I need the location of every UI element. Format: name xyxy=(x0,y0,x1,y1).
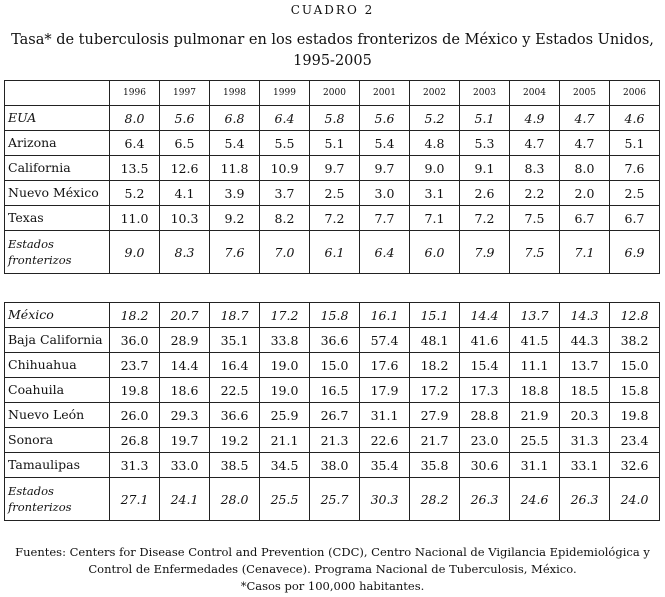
rate-cell: 17.2 xyxy=(260,303,310,328)
rate-cell: 21.1 xyxy=(260,428,310,453)
rate-cell: 10.9 xyxy=(260,156,310,181)
rate-cell: 15.0 xyxy=(610,353,660,378)
rate-cell: 4.1 xyxy=(160,181,210,206)
rate-cell: 25.5 xyxy=(260,478,310,521)
rate-cell: 2.5 xyxy=(610,181,660,206)
rate-cell: 5.8 xyxy=(310,106,360,131)
row-label: Sonora xyxy=(5,428,110,453)
rate-cell: 24.1 xyxy=(160,478,210,521)
mx-state-row xyxy=(5,303,660,328)
us-state-row xyxy=(5,206,660,231)
rate-cell: 23.4 xyxy=(610,428,660,453)
rate-cell: 2.0 xyxy=(560,181,610,206)
row-label: Chihuahua xyxy=(5,353,110,378)
table-number: CUADRO 2 xyxy=(290,3,375,17)
rate-cell: 6.7 xyxy=(560,206,610,231)
rate-cell: 13.7 xyxy=(510,303,560,328)
rate-cell: 17.6 xyxy=(360,353,410,378)
rate-cell: 7.2 xyxy=(460,206,510,231)
rate-cell: 5.2 xyxy=(410,106,460,131)
rate-cell: 41.5 xyxy=(510,328,560,353)
row-label: Arizona xyxy=(5,131,110,156)
rate-cell: 5.5 xyxy=(260,131,310,156)
rate-cell: 28.2 xyxy=(410,478,460,521)
year-header-cell: 1999 xyxy=(260,81,310,106)
rate-cell: 9.7 xyxy=(360,156,410,181)
rate-cell: 34.5 xyxy=(260,453,310,478)
rate-cell: 11.8 xyxy=(210,156,260,181)
mx-state-row xyxy=(5,353,660,378)
rate-cell: 35.1 xyxy=(210,328,260,353)
rate-cell: 14.4 xyxy=(460,303,510,328)
year-header-cell: 2006 xyxy=(610,81,660,106)
rate-cell: 21.9 xyxy=(510,403,560,428)
row-label: Estados fronterizos xyxy=(5,231,110,274)
rate-cell: 12.6 xyxy=(160,156,210,181)
rate-cell: 36.0 xyxy=(110,328,160,353)
separator-cell xyxy=(5,274,660,303)
rate-cell: 8.3 xyxy=(160,231,210,274)
rate-cell: 17.9 xyxy=(360,378,410,403)
mx-state-row xyxy=(5,403,660,428)
rate-cell: 30.6 xyxy=(460,453,510,478)
rate-cell: 26.3 xyxy=(460,478,510,521)
rate-cell: 18.8 xyxy=(510,378,560,403)
rate-cell: 25.9 xyxy=(260,403,310,428)
rate-cell: 3.7 xyxy=(260,181,310,206)
rate-cell: 7.9 xyxy=(460,231,510,274)
rate-cell: 15.4 xyxy=(460,353,510,378)
rate-cell: 8.3 xyxy=(510,156,560,181)
year-header-cell: 2002 xyxy=(410,81,460,106)
rate-cell: 6.4 xyxy=(110,131,160,156)
rate-cell: 9.0 xyxy=(410,156,460,181)
rate-cell: 9.1 xyxy=(460,156,510,181)
rate-cell: 31.3 xyxy=(110,453,160,478)
rate-cell: 26.3 xyxy=(560,478,610,521)
rate-cell: 28.8 xyxy=(460,403,510,428)
rate-cell: 7.1 xyxy=(410,206,460,231)
rate-cell: 27.1 xyxy=(110,478,160,521)
source-line-2: Control de Enfermedades (Cenavece). Programa Nacional de Tuberculosis, México. xyxy=(88,562,577,576)
rate-cell: 5.1 xyxy=(310,131,360,156)
row-label: Nuevo México xyxy=(5,181,110,206)
year-header-cell: 1996 xyxy=(110,81,160,106)
rate-cell: 23.0 xyxy=(460,428,510,453)
rate-cell: 6.9 xyxy=(610,231,660,274)
rate-cell: 2.5 xyxy=(310,181,360,206)
rate-cell: 7.5 xyxy=(510,231,560,274)
rate-cell: 16.4 xyxy=(210,353,260,378)
rate-cell: 5.3 xyxy=(460,131,510,156)
rate-cell: 18.2 xyxy=(110,303,160,328)
rate-cell: 7.0 xyxy=(260,231,310,274)
rate-cell: 23.7 xyxy=(110,353,160,378)
rate-cell: 18.7 xyxy=(210,303,260,328)
rate-cell: 24.6 xyxy=(510,478,560,521)
year-header-cell: 1998 xyxy=(210,81,260,106)
rate-cell: 38.0 xyxy=(310,453,360,478)
rate-cell: 22.5 xyxy=(210,378,260,403)
tuberculosis-rate-table xyxy=(4,80,660,521)
rate-cell: 25.5 xyxy=(510,428,560,453)
rate-cell: 13.7 xyxy=(560,353,610,378)
rate-cell: 36.6 xyxy=(310,328,360,353)
section-separator-row xyxy=(5,274,660,303)
rate-cell: 15.0 xyxy=(310,353,360,378)
rate-cell: 7.7 xyxy=(360,206,410,231)
rate-cell: 7.6 xyxy=(610,156,660,181)
year-header-cell: 2003 xyxy=(460,81,510,106)
source-line-1: Fuentes: Centers for Disease Control and Prevention (CDC), Centro Nacional de Vigilancia Epidemiológica y xyxy=(15,545,650,559)
year-header-cell: 2000 xyxy=(310,81,360,106)
rate-cell: 29.3 xyxy=(160,403,210,428)
year-header-cell: 2005 xyxy=(560,81,610,106)
rate-cell: 21.7 xyxy=(410,428,460,453)
rate-cell: 6.7 xyxy=(610,206,660,231)
year-header-cell: 2001 xyxy=(360,81,410,106)
rate-cell: 17.3 xyxy=(460,378,510,403)
rate-cell: 20.7 xyxy=(160,303,210,328)
rate-cell: 14.3 xyxy=(560,303,610,328)
rate-cell: 3.1 xyxy=(410,181,460,206)
rate-cell: 30.3 xyxy=(360,478,410,521)
rate-cell: 16.1 xyxy=(360,303,410,328)
rate-cell: 12.8 xyxy=(610,303,660,328)
rate-cell: 10.3 xyxy=(160,206,210,231)
rate-cell: 33.1 xyxy=(560,453,610,478)
rate-cell: 7.5 xyxy=(510,206,560,231)
rate-cell: 15.1 xyxy=(410,303,460,328)
rate-cell: 9.2 xyxy=(210,206,260,231)
rate-cell: 5.1 xyxy=(460,106,510,131)
rate-cell: 32.6 xyxy=(610,453,660,478)
table-title xyxy=(0,30,665,72)
rate-cell: 38.2 xyxy=(610,328,660,353)
rate-cell: 19.7 xyxy=(160,428,210,453)
rate-cell: 18.5 xyxy=(560,378,610,403)
rate-cell: 7.1 xyxy=(560,231,610,274)
rate-cell: 6.0 xyxy=(410,231,460,274)
rate-cell: 6.4 xyxy=(260,106,310,131)
rate-cell: 33.8 xyxy=(260,328,310,353)
title-line-2: 1995-2005 xyxy=(293,53,372,69)
rate-cell: 5.1 xyxy=(610,131,660,156)
mx-state-row xyxy=(5,378,660,403)
rate-cell: 5.6 xyxy=(160,106,210,131)
rate-cell: 5.4 xyxy=(210,131,260,156)
rate-cell: 33.0 xyxy=(160,453,210,478)
rate-cell: 9.7 xyxy=(310,156,360,181)
row-label: Tamaulipas xyxy=(5,453,110,478)
rate-cell: 11.1 xyxy=(510,353,560,378)
rate-cell: 2.2 xyxy=(510,181,560,206)
us-state-row xyxy=(5,231,660,274)
rate-cell: 4.9 xyxy=(510,106,560,131)
rate-cell: 7.6 xyxy=(210,231,260,274)
rate-cell: 38.5 xyxy=(210,453,260,478)
rate-cell: 19.8 xyxy=(110,378,160,403)
rate-cell: 17.2 xyxy=(410,378,460,403)
header-corner-cell xyxy=(5,81,110,106)
rate-cell: 22.6 xyxy=(360,428,410,453)
rate-cell: 3.0 xyxy=(360,181,410,206)
rate-cell: 31.3 xyxy=(560,428,610,453)
mx-state-row xyxy=(5,478,660,521)
rate-cell: 19.2 xyxy=(210,428,260,453)
mx-state-row xyxy=(5,428,660,453)
rate-cell: 11.0 xyxy=(110,206,160,231)
mx-state-row xyxy=(5,328,660,353)
rate-cell: 36.6 xyxy=(210,403,260,428)
rate-cell: 6.8 xyxy=(210,106,260,131)
rate-cell: 15.8 xyxy=(310,303,360,328)
rate-cell: 19.0 xyxy=(260,353,310,378)
rate-cell: 15.8 xyxy=(610,378,660,403)
rate-cell: 2.6 xyxy=(460,181,510,206)
row-label: Texas xyxy=(5,206,110,231)
row-label: Coahuila xyxy=(5,378,110,403)
rate-cell: 26.0 xyxy=(110,403,160,428)
rate-cell: 27.9 xyxy=(410,403,460,428)
us-state-row xyxy=(5,156,660,181)
rate-cell: 4.6 xyxy=(610,106,660,131)
rate-cell: 7.2 xyxy=(310,206,360,231)
rate-cell: 57.4 xyxy=(360,328,410,353)
rate-cell: 16.5 xyxy=(310,378,360,403)
rate-cell: 6.1 xyxy=(310,231,360,274)
row-label: Baja California xyxy=(5,328,110,353)
rate-cell: 9.0 xyxy=(110,231,160,274)
rate-cell: 48.1 xyxy=(410,328,460,353)
rate-cell: 44.3 xyxy=(560,328,610,353)
rate-cell: 5.2 xyxy=(110,181,160,206)
us-state-row xyxy=(5,131,660,156)
mx-state-row xyxy=(5,453,660,478)
rate-cell: 28.0 xyxy=(210,478,260,521)
rate-cell: 18.6 xyxy=(160,378,210,403)
us-state-row xyxy=(5,181,660,206)
rate-cell: 6.5 xyxy=(160,131,210,156)
rate-cell: 4.7 xyxy=(510,131,560,156)
row-label: EUA xyxy=(5,106,110,131)
rate-cell: 31.1 xyxy=(360,403,410,428)
rate-cell: 18.2 xyxy=(410,353,460,378)
rate-cell: 20.3 xyxy=(560,403,610,428)
rate-cell: 21.3 xyxy=(310,428,360,453)
rate-cell: 24.0 xyxy=(610,478,660,521)
rate-cell: 28.9 xyxy=(160,328,210,353)
rate-cell: 35.8 xyxy=(410,453,460,478)
rate-cell: 31.1 xyxy=(510,453,560,478)
rate-cell: 25.7 xyxy=(310,478,360,521)
rate-cell: 4.7 xyxy=(560,106,610,131)
table-footer xyxy=(0,544,665,595)
rate-cell: 6.4 xyxy=(360,231,410,274)
title-line-1: Tasa* de tuberculosis pulmonar en los estados fronterizos de México y Estados Unidos, xyxy=(11,32,654,48)
footnote: *Casos por 100,000 habitantes. xyxy=(240,579,425,593)
rate-cell: 4.8 xyxy=(410,131,460,156)
rate-cell: 3.9 xyxy=(210,181,260,206)
row-label: California xyxy=(5,156,110,181)
row-label: Estados fronterizos xyxy=(5,478,110,521)
row-label: México xyxy=(5,303,110,328)
rate-cell: 19.8 xyxy=(610,403,660,428)
year-header-cell: 2004 xyxy=(510,81,560,106)
row-label: Nuevo León xyxy=(5,403,110,428)
rate-cell: 4.7 xyxy=(560,131,610,156)
rate-cell: 26.7 xyxy=(310,403,360,428)
rate-cell: 41.6 xyxy=(460,328,510,353)
rate-cell: 5.4 xyxy=(360,131,410,156)
rate-cell: 14.4 xyxy=(160,353,210,378)
year-header-row xyxy=(5,81,660,106)
rate-cell: 5.6 xyxy=(360,106,410,131)
rate-cell: 8.0 xyxy=(560,156,610,181)
rate-cell: 8.0 xyxy=(110,106,160,131)
year-header-cell: 1997 xyxy=(160,81,210,106)
rate-cell: 8.2 xyxy=(260,206,310,231)
rate-cell: 13.5 xyxy=(110,156,160,181)
rate-cell: 19.0 xyxy=(260,378,310,403)
rate-cell: 26.8 xyxy=(110,428,160,453)
us-state-row xyxy=(5,106,660,131)
rate-cell: 35.4 xyxy=(360,453,410,478)
